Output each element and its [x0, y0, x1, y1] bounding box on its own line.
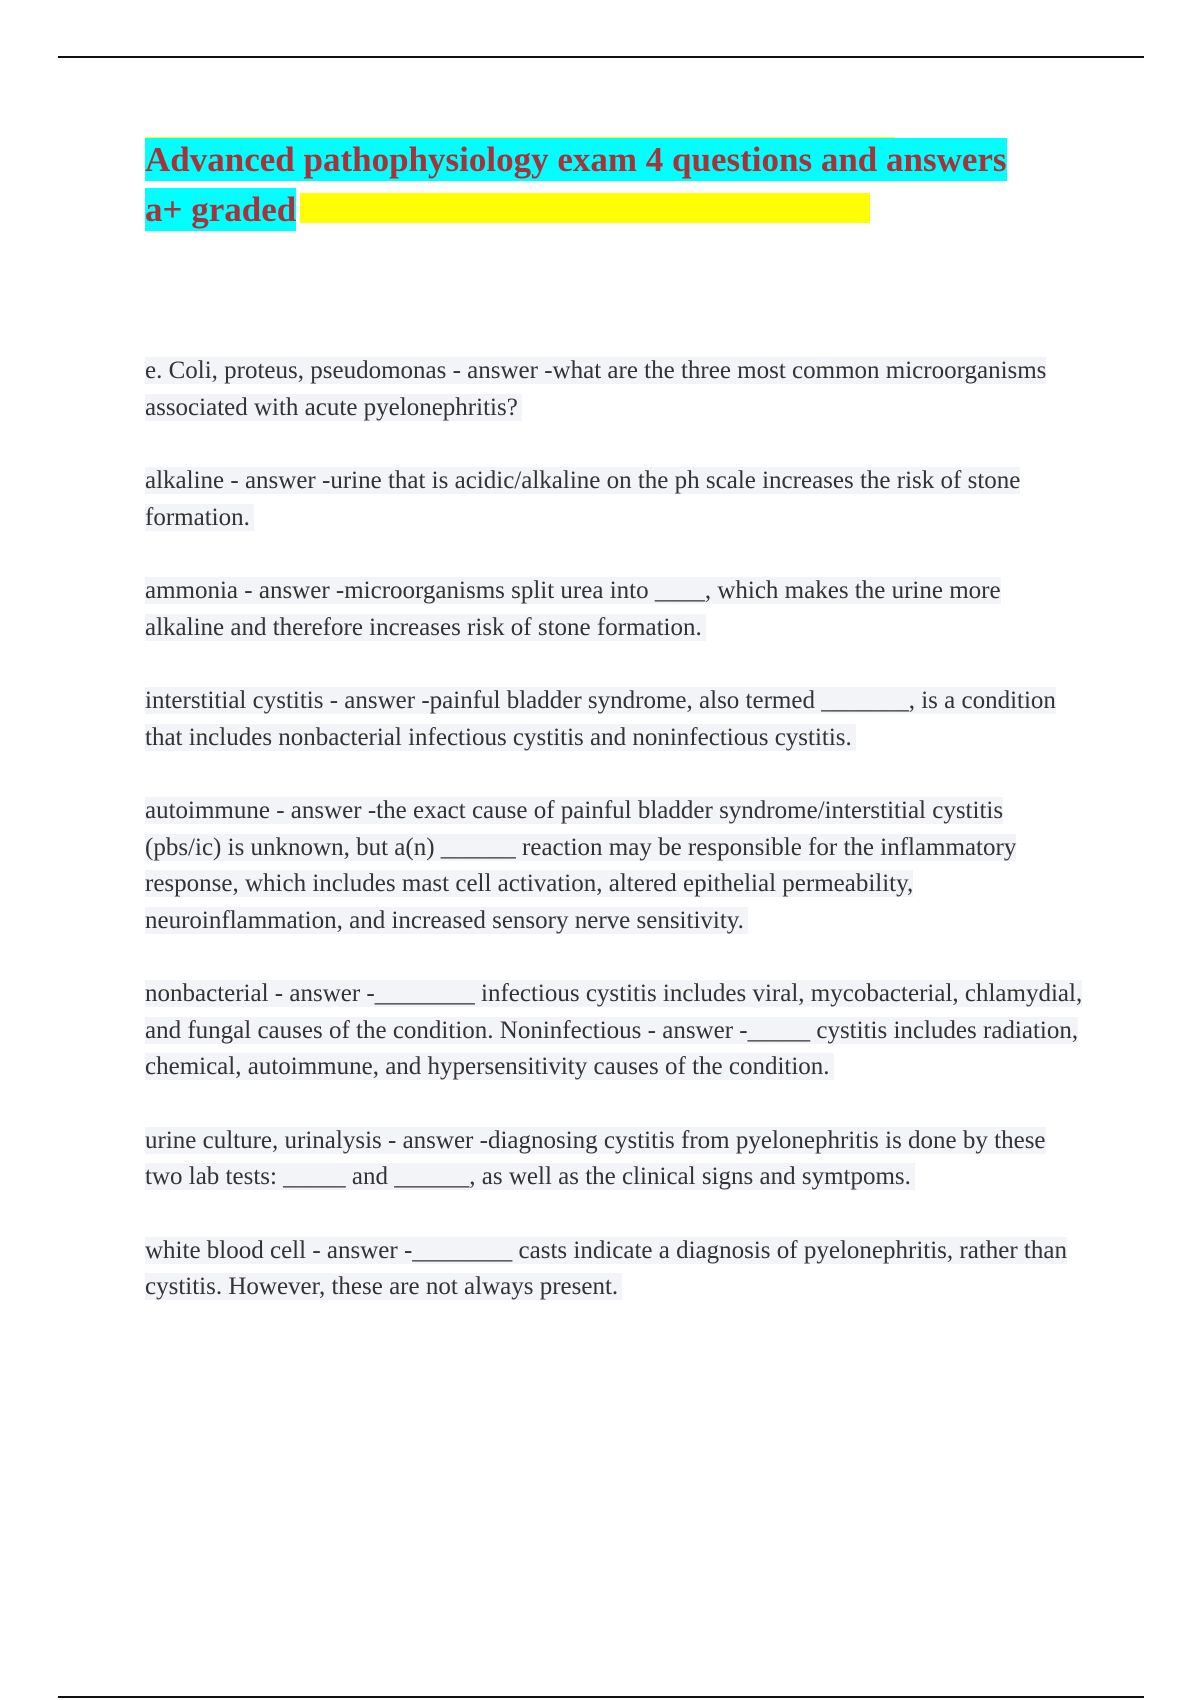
qa-item — [145, 683, 1085, 756]
qa-item-text: nonbacterial - answer -________ infectious cystitis includes viral, mycobacterial, chlamydial, and fungal causes of the condition. Noninfectious - answer -_____ cystitis includes radiation, chemical, autoimmune, and hypersensitivity causes of the condition. — [145, 980, 1083, 1080]
qa-item-text: interstitial cystitis - answer -painful bladder syndrome, also termed _______, is a condition that includes nonbacterial infectious cystitis and noninfectious cystitis. — [145, 687, 1056, 751]
qa-item-text: autoimmune - answer -the exact cause of painful bladder syndrome/interstitial cystitis (pbs/ic) is unknown, but a(n) ______ reaction may be responsible for the inflammatory response, which includes mast cell activation, altered epithelial permeability, neuroinflammation, and increased sensory nerve sensitivity. — [145, 797, 1017, 934]
qa-item-text: white blood cell - answer -________ casts indicate a diagnosis of pyelonephritis, rather than cystitis. However, these are not always present. — [145, 1236, 1067, 1300]
title-line-1: Advanced pathophysiology exam 4 questions and answers — [145, 140, 1007, 179]
top-rule — [58, 56, 1144, 58]
page-title — [145, 135, 1085, 235]
qa-item — [145, 463, 1085, 536]
qa-item — [145, 793, 1085, 939]
qa-item — [145, 1233, 1085, 1306]
title-line-2: a+ graded — [145, 190, 297, 229]
qa-list — [145, 353, 1085, 1343]
bottom-rule — [58, 1696, 1144, 1698]
qa-item — [145, 1123, 1085, 1196]
qa-item-text: ammonia - answer -microorganisms split urea into ____, which makes the urine more alkaline and therefore increases risk of stone formation. — [145, 577, 1001, 641]
qa-item — [145, 353, 1085, 426]
qa-item — [145, 976, 1085, 1086]
qa-item — [145, 573, 1085, 646]
qa-item-text: alkaline - answer -urine that is acidic/alkaline on the ph scale increases the risk of stone formation. — [145, 467, 1021, 531]
qa-item-text: e. Coli, proteus, pseudomonas - answer -what are the three most common microorganisms associated with acute pyelonephritis? — [145, 357, 1047, 421]
qa-item-text: urine culture, urinalysis - answer -diagnosing cystitis from pyelonephritis is done by these two lab tests: _____ and ______, as well as the clinical signs and symtpoms. — [145, 1126, 1046, 1190]
title-block — [145, 135, 1085, 235]
